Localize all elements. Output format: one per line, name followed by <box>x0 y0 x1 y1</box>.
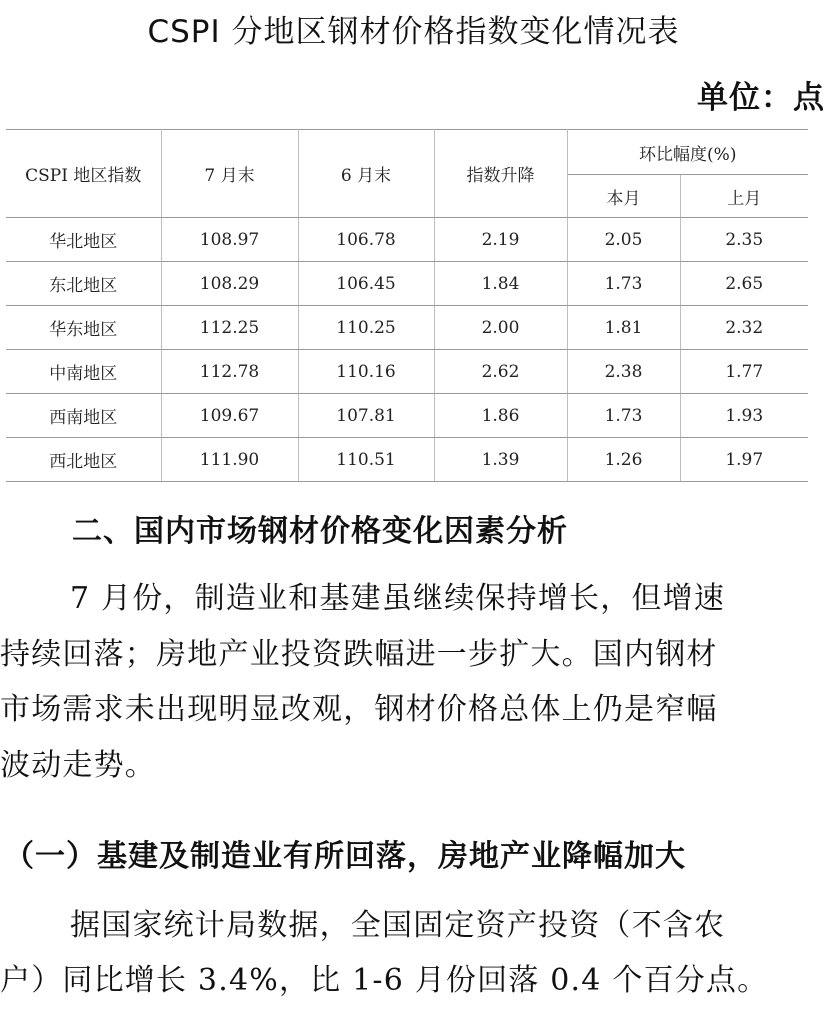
cell-this-month: 1.81 <box>567 306 680 350</box>
paragraph-line: 波动走势。 <box>0 747 156 783</box>
subsection-heading: （一）基建及制造业有所回落，房地产业降幅加大 <box>4 839 686 874</box>
cell-change: 1.39 <box>434 438 567 482</box>
cell-region: 西南地区 <box>6 394 161 438</box>
cell-change: 1.86 <box>434 394 567 438</box>
cell-this-month: 1.73 <box>567 394 680 438</box>
paragraph-line: 户）同比增长 3.4%，比 1-6 月份回落 0.4 个百分点。 <box>0 963 769 998</box>
cell-july-end: 108.29 <box>161 262 298 306</box>
cell-july-end: 108.97 <box>161 218 298 262</box>
cell-change: 1.84 <box>434 262 567 306</box>
cell-last-month: 2.65 <box>680 262 808 306</box>
header-last-month: 上月 <box>680 175 808 218</box>
cell-change: 2.62 <box>434 350 567 394</box>
table-row <box>6 306 808 350</box>
paragraph-line: 7 月份，制造业和基建虽继续保持增长，但增速 <box>70 581 726 616</box>
paragraph-1 <box>0 571 827 793</box>
cell-region: 西北地区 <box>6 438 161 482</box>
section-heading: 二、国内市场钢材价格变化因素分析 <box>72 514 568 549</box>
cell-june-end: 106.78 <box>298 218 434 262</box>
header-june-end: 6 月末 <box>298 130 434 218</box>
paragraph-line: 市场需求未出现明显改观，钢材价格总体上仍是窄幅 <box>0 692 718 727</box>
cell-july-end: 109.67 <box>161 394 298 438</box>
cell-last-month: 1.77 <box>680 350 808 394</box>
cell-last-month: 2.35 <box>680 218 808 262</box>
header-july-end: 7 月末 <box>161 130 298 218</box>
cell-region: 东北地区 <box>6 262 161 306</box>
cell-region: 华东地区 <box>6 306 161 350</box>
cell-this-month: 2.38 <box>567 350 680 394</box>
paragraph-2 <box>0 898 827 1008</box>
cell-change: 2.19 <box>434 218 567 262</box>
cell-this-month: 1.73 <box>567 262 680 306</box>
table-title: CSPI 分地区钢材价格指数变化情况表 <box>147 14 680 50</box>
cell-change: 2.00 <box>434 306 567 350</box>
cell-this-month: 1.26 <box>567 438 680 482</box>
cell-last-month: 2.32 <box>680 306 808 350</box>
cell-june-end: 110.51 <box>298 438 434 482</box>
cell-region: 中南地区 <box>6 350 161 394</box>
header-this-month: 本月 <box>567 175 680 218</box>
header-mom-group: 环比幅度(%) <box>567 130 808 175</box>
cell-june-end: 110.25 <box>298 306 434 350</box>
cell-last-month: 1.93 <box>680 394 808 438</box>
cell-region: 华北地区 <box>6 218 161 262</box>
cell-july-end: 111.90 <box>161 438 298 482</box>
cell-this-month: 2.05 <box>567 218 680 262</box>
cell-june-end: 106.45 <box>298 262 434 306</box>
table-row <box>6 394 808 438</box>
cell-july-end: 112.25 <box>161 306 298 350</box>
paragraph-line: 持续回落；房地产业投资跌幅进一步扩大。国内钢材 <box>0 636 718 672</box>
table-row <box>6 218 808 262</box>
cell-june-end: 107.81 <box>298 394 434 438</box>
cell-last-month: 1.97 <box>680 438 808 482</box>
header-region: CSPI 地区指数 <box>6 130 161 218</box>
cell-june-end: 110.16 <box>298 350 434 394</box>
table-row <box>6 438 808 482</box>
table-row <box>6 262 808 306</box>
unit-label: 单位：点 <box>697 80 825 116</box>
paragraph-line: 据国家统计局数据，全国固定资产投资（不含农 <box>70 908 726 943</box>
price-index-table <box>6 129 808 482</box>
header-index-change: 指数升降 <box>434 130 567 218</box>
cell-july-end: 112.78 <box>161 350 298 394</box>
table-row <box>6 350 808 394</box>
